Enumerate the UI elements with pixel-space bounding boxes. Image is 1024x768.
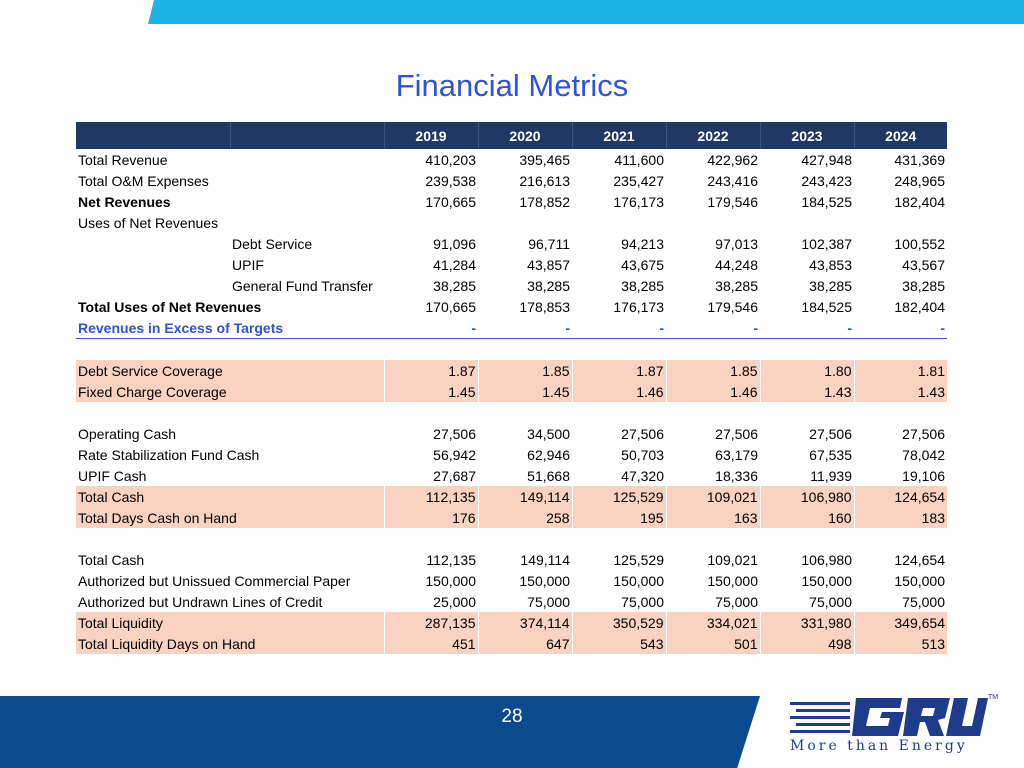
row-value: 183 [854,507,947,528]
table-row [76,381,947,402]
table-header-row [76,122,947,149]
row-value: 34,500 [527,425,570,442]
row-value: 96,711 [528,235,570,252]
row-value: 1.45 [478,381,572,402]
row-value: - [384,317,478,339]
row-value: 513 [854,633,947,654]
table-row [76,507,947,528]
row-value: 38,285 [902,277,945,294]
row-value: 38,285 [621,277,664,294]
row-value: 422,962 [707,151,758,168]
row-value: 176,173 [613,193,664,210]
row-label: Debt Service [232,235,313,252]
row-value: 75,000 [621,593,664,610]
row-value: 248,965 [894,172,945,189]
row-value: 182,404 [894,298,945,315]
row-label: Authorized but Undrawn Lines of Credit [78,593,323,610]
row-value: 75,000 [902,593,945,610]
row-value: 1.46 [666,381,760,402]
row-label: UPIF [232,256,264,273]
row-value: 43,857 [527,256,570,273]
row-label: Revenues in Excess of Targets [76,317,384,339]
row-label: Total Cash [76,486,384,507]
row-value: 431,369 [894,151,945,168]
row-value: 1.43 [854,381,947,402]
year-header: 2020 [478,122,572,149]
row-value: 150,000 [425,572,476,589]
row-value: 195 [572,507,666,528]
spacer-row [76,339,947,361]
row-value: 38,285 [809,277,852,294]
row-value: 91,096 [433,235,476,252]
row-value: 178,852 [519,193,570,210]
row-label: Total Revenue [78,151,168,168]
row-label: Net Revenues [78,193,171,210]
row-value: 27,506 [715,425,758,442]
row-value: 150,000 [894,572,945,589]
row-label: Authorized but Unissued Commercial Paper [78,572,351,589]
top-banner [0,0,1024,24]
row-value: 179,546 [707,193,758,210]
row-value: 78,042 [902,446,945,463]
row-value: 38,285 [715,277,758,294]
row-value: - [478,317,572,339]
header-blank [76,122,230,149]
table-row [76,633,947,654]
page-number: 28 [501,706,523,727]
row-value: 27,506 [902,425,945,442]
row-value: 43,853 [809,256,852,273]
row-value: 410,203 [425,151,476,168]
spacer-row [76,402,947,423]
row-value: 124,654 [854,486,947,507]
row-value: 374,114 [478,612,572,633]
row-value: 216,613 [519,172,570,189]
row-value: 100,552 [894,235,945,252]
row-value: 47,320 [621,467,664,484]
table-row [76,423,947,444]
row-value: 235,427 [613,172,664,189]
row-value: 44,248 [715,256,758,273]
row-value: 1.87 [384,360,478,381]
row-value: 125,529 [572,486,666,507]
row-label: Total Uses of Net Revenues [78,298,262,315]
row-value: 11,939 [810,467,852,484]
row-value: 41,284 [433,256,476,273]
row-value: 243,416 [707,172,758,189]
row-value: 94,213 [621,235,664,252]
row-value: 243,423 [801,172,852,189]
row-value: 18,336 [715,467,758,484]
row-value: 75,000 [809,593,852,610]
row-value: 25,000 [433,593,476,610]
row-value: 1.85 [478,360,572,381]
row-value: 1.46 [572,381,666,402]
row-value: 1.87 [572,360,666,381]
row-value: 109,021 [666,486,760,507]
top-accent-stripe [148,0,1024,24]
slide-title: Financial Metrics [395,68,629,103]
table-row [76,212,947,233]
row-label: Operating Cash [78,425,177,442]
row-value: 63,179 [715,446,758,463]
row-label: Debt Service Coverage [76,360,384,381]
row-value: 149,114 [520,551,570,568]
row-value: 334,021 [666,612,760,633]
row-value: 27,506 [621,425,664,442]
row-value: 124,654 [894,551,945,568]
row-value: 112,135 [426,551,476,568]
row-value: 19,106 [902,467,945,484]
table-row [76,612,947,633]
row-value: - [760,317,854,339]
row-value: 163 [666,507,760,528]
row-value: 179,546 [707,298,758,315]
row-value: 109,021 [707,551,758,568]
row-value: 50,703 [621,446,664,463]
row-value: 43,675 [621,256,664,273]
row-value: 287,135 [384,612,478,633]
row-label: General Fund Transfer [232,277,373,294]
row-value: 427,948 [801,151,852,168]
financial-metrics-table [76,122,947,654]
logo-tagline: More than Energy [790,738,968,754]
row-value: 150,000 [519,572,570,589]
row-value: 451 [384,633,478,654]
year-header: 2024 [854,122,947,149]
year-header: 2023 [760,122,854,149]
row-value: 149,114 [478,486,572,507]
row-value: 350,529 [572,612,666,633]
row-value: 239,538 [425,172,476,189]
year-header: 2021 [572,122,666,149]
row-value: 1.43 [760,381,854,402]
row-value: 97,013 [715,235,758,252]
row-label: Uses of Net Revenues [78,214,219,231]
row-value: 170,665 [425,298,476,315]
row-value: 150,000 [801,572,852,589]
table-row [76,360,947,381]
table-row [76,570,947,591]
row-value: 1.45 [384,381,478,402]
row-value: 125,529 [613,551,664,568]
spacer-row [76,528,947,549]
row-value: 178,853 [519,298,570,315]
row-value: 501 [666,633,760,654]
row-value: 27,506 [433,425,476,442]
row-value: 170,665 [425,193,476,210]
row-value: - [572,317,666,339]
table-row [76,444,947,465]
table-row [76,296,947,317]
row-value: - [854,317,947,339]
row-value: 56,942 [433,446,476,463]
gru-logo [786,694,999,758]
row-value: 27,506 [809,425,852,442]
gru-logo-mark [790,696,988,736]
table-row [76,591,947,612]
row-label: Total Liquidity [76,612,384,633]
table-row [76,549,947,570]
year-header: 2019 [384,122,478,149]
row-value: 184,525 [801,193,852,210]
header-blank [230,122,384,149]
row-value: 150,000 [613,572,664,589]
row-value: 106,980 [801,551,852,568]
row-value: - [666,317,760,339]
row-value: 102,387 [801,235,852,252]
row-value: 1.81 [854,360,947,381]
row-value: 176 [384,507,478,528]
row-value: 106,980 [760,486,854,507]
row-value: 51,668 [527,467,570,484]
row-value: 395,465 [519,151,570,168]
row-value: 331,980 [760,612,854,633]
row-value: 62,946 [527,446,570,463]
row-value: 184,525 [801,298,852,315]
row-value: 411,600 [614,151,664,168]
row-value: 1.85 [666,360,760,381]
footer-bar [0,696,760,768]
table-row [76,170,947,191]
row-value: 647 [478,633,572,654]
table-row [76,254,947,275]
row-value: 160 [760,507,854,528]
row-value: 498 [760,633,854,654]
table-row [76,191,947,212]
row-value: 258 [478,507,572,528]
row-value: 349,654 [854,612,947,633]
row-value: 150,000 [707,572,758,589]
table-row [76,275,947,296]
table-row [76,465,947,486]
row-value: 38,285 [433,277,476,294]
row-value: 67,535 [809,446,852,463]
row-value: 176,173 [613,298,664,315]
row-value: 75,000 [715,593,758,610]
row-value: 1.80 [760,360,854,381]
table-row [76,317,947,339]
row-label: Total Liquidity Days on Hand [76,633,384,654]
row-label: Rate Stabilization Fund Cash [78,446,260,463]
table-row [76,486,947,507]
table-row [76,233,947,254]
row-label: Total O&M Expenses [78,172,209,189]
row-label: Total Days Cash on Hand [76,507,384,528]
table-row [76,149,947,170]
row-label: Total Cash [78,551,145,568]
row-value: 38,285 [527,277,570,294]
year-header: 2022 [666,122,760,149]
row-value: 543 [572,633,666,654]
row-value: 43,567 [902,256,945,273]
row-value: 182,404 [894,193,945,210]
row-value: 112,135 [384,486,478,507]
row-label: UPIF Cash [78,467,147,484]
trademark-mark: TM [988,694,999,701]
row-value: 27,687 [433,467,476,484]
row-label: Fixed Charge Coverage [76,381,384,402]
row-value: 75,000 [527,593,570,610]
